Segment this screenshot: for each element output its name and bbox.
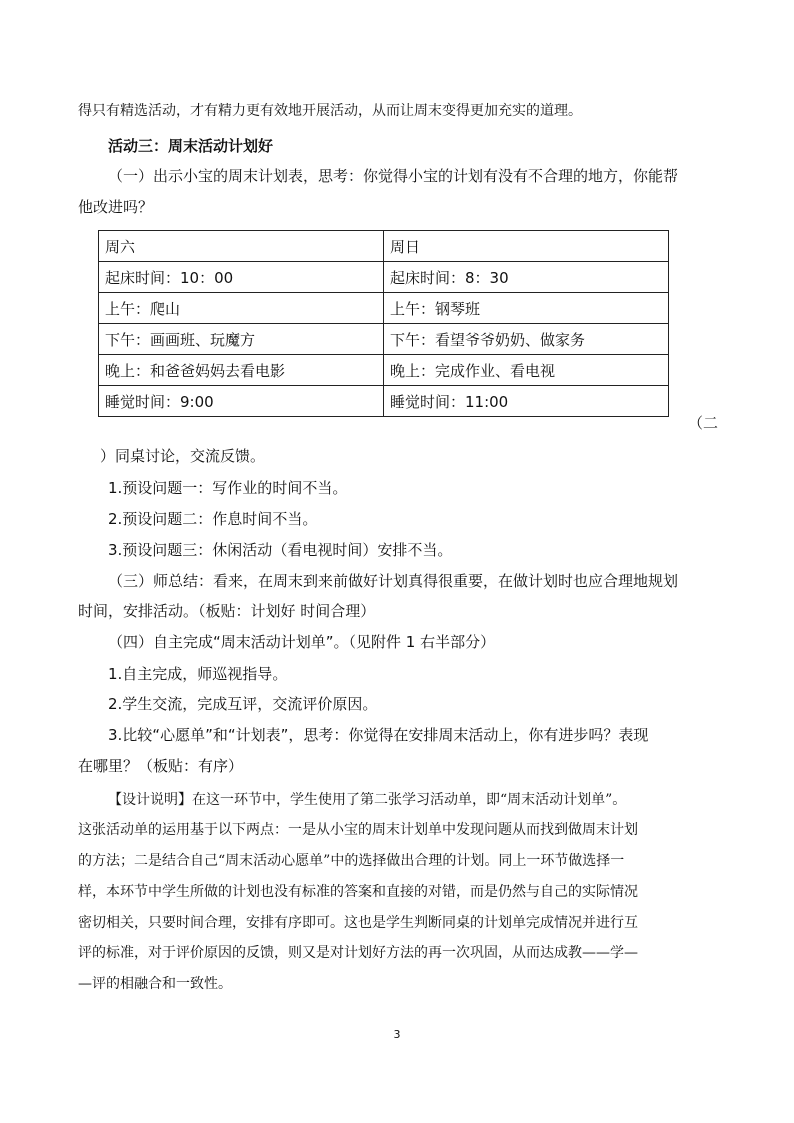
paragraph-top: 得只有精选活动，才有精力更有效地开展活动，从而让周末变得更加充实的道理。	[78, 103, 582, 119]
table-row	[99, 231, 669, 262]
issue-1: 1.预设问题一：写作业的时间不当。	[108, 479, 348, 497]
table-row	[99, 355, 669, 386]
activity3-heading: 活动三：周末活动计划好	[108, 137, 274, 155]
step4-item-3: 3.比较“心愿单”和“计划表”，思考：你觉得在安排周末活动上，你有进步吗？表现	[108, 726, 649, 744]
table-cell: 下午：看望爷爷奶奶、做家务	[384, 324, 669, 355]
issue-2: 2.预设问题二：作息时间不当。	[108, 510, 318, 528]
step1-line2: 他改进吗？	[78, 198, 154, 216]
table-cell: 起床时间：10：00	[99, 262, 384, 293]
design-note-line: 密切相关，只要时间合理，安排有序即可。这也是学生判断同桌的计划单完成情况并进行互	[78, 915, 638, 931]
table-header-saturday: 周六	[99, 231, 384, 262]
table-row	[99, 262, 669, 293]
step2-prefix: （二	[688, 414, 719, 432]
table-cell: 下午：画画班、玩魔方	[99, 324, 384, 355]
weekend-plan-table	[98, 230, 669, 417]
table-cell: 上午：钢琴班	[384, 293, 669, 324]
step4-item-3-cont: 在哪里？（板贴：有序）	[78, 757, 244, 775]
table-row	[99, 386, 669, 417]
design-note-line: 评的标准，对于评价原因的反馈，则又是对计划好方法的再一次巩固，从而达成教——学—	[78, 945, 638, 961]
page-number: 3	[393, 1028, 401, 1041]
issue-3: 3.预设问题三：休闲活动（看电视时间）安排不当。	[108, 541, 453, 559]
design-note-line: 的方法；二是结合自己“周末活动心愿单”中的选择做出合理的计划。同上一环节做选择一	[78, 853, 625, 869]
table-cell: 睡觉时间：11:00	[384, 386, 669, 417]
table-header-sunday: 周日	[384, 231, 669, 262]
table-cell: 起床时间：8：30	[384, 262, 669, 293]
table-cell: 晚上：和爸爸妈妈去看电影	[99, 355, 384, 386]
table-cell: 上午：爬山	[99, 293, 384, 324]
step1-line1: （一）出示小宝的周末计划表，思考：你觉得小宝的计划有没有不合理的地方，你能帮	[108, 167, 679, 185]
table-cell: 睡觉时间：9:00	[99, 386, 384, 417]
step4-item-1: 1.自主完成，师巡视指导。	[108, 665, 288, 683]
table-cell: 晚上：完成作业、看电视	[384, 355, 669, 386]
design-note-line: 样，本环节中学生所做的计划也没有标准的答案和直接的对错，而是仍然与自己的实际情况	[78, 884, 638, 900]
table-row	[99, 324, 669, 355]
step2-text: ）同桌讨论，交流反馈。	[100, 447, 266, 465]
step4-item-2: 2.学生交流，完成互评，交流评价原因。	[108, 695, 378, 713]
design-note-line: —评的相融合和一致性。	[78, 976, 232, 992]
table-row	[99, 293, 669, 324]
design-note-line: 【设计说明】在这一环节中，学生使用了第二张学习活动单，即“周末活动计划单”。	[108, 792, 627, 808]
design-note-line: 这张活动单的运用基于以下两点：一是从小宝的周末计划单中发现问题从而找到做周末计划	[78, 822, 638, 838]
step3-line2: 时间，安排活动。（板贴：计划好 时间合理）	[78, 602, 376, 620]
step3-line1: （三）师总结：看来，在周末到来前做好计划真得很重要，在做计划时也应合理地规划	[108, 572, 679, 590]
step4: （四）自主完成“周末活动计划单”。（见附件 1 右半部分）	[108, 633, 496, 651]
